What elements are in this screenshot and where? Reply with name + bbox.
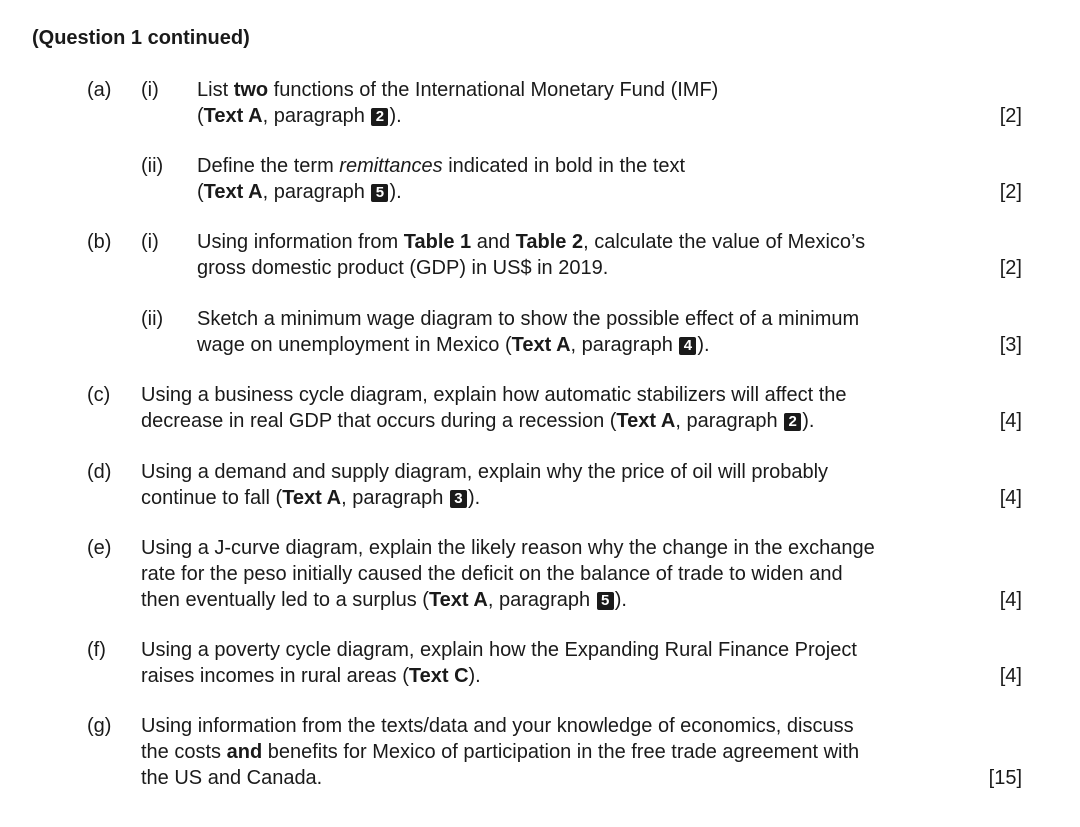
- question-d-text: Using a demand and supply diagram, explain why the price of oil will probably continue to fall (Text A, paragraph 3 ).: [141, 461, 829, 509]
- question-e-text: Using a J-curve diagram, explain the likely reason why the change in the exchange rate for the peso initially caused the deficit on the balance of trade to widen and then eventually led to a surplus (Text A, paragraph 5 ).: [141, 537, 875, 611]
- question-f-label: (f): [87, 639, 106, 661]
- question-e-marks: [4]: [999, 589, 1022, 611]
- question-a-i-number: (i): [141, 79, 159, 101]
- question-b-ii-number: (ii): [141, 308, 164, 330]
- question-g-text: Using information from the texts/data and your knowledge of economics, discuss the costs and benefits for Mexico of participation in the free trade agreement with the US and Canada.: [141, 715, 860, 789]
- paragraph-number-box: 3: [450, 490, 467, 508]
- paragraph-number-box: 4: [679, 337, 696, 355]
- question-b-ii-text: Sketch a minimum wage diagram to show the possible effect of a minimum wage on unemployment in Mexico (Text A, paragraph 4 ).: [197, 308, 860, 356]
- question-f-text: Using a poverty cycle diagram, explain how the Expanding Rural Finance Project raises incomes in rural areas (Text C).: [141, 639, 857, 687]
- paragraph-number-box: 5: [597, 592, 614, 610]
- question-c-marks: [4]: [999, 410, 1022, 432]
- question-d-marks: [4]: [999, 487, 1022, 509]
- question-f-marks: [4]: [999, 665, 1022, 687]
- paragraph-number-box: 2: [784, 413, 801, 431]
- question-e-label: (e): [87, 537, 112, 559]
- question-c-text: Using a business cycle diagram, explain how automatic stabilizers will affect the decrease in real GDP that occurs during a recession (Text A, paragraph 2 ).: [141, 384, 847, 432]
- question-b-i-number: (i): [141, 231, 159, 253]
- question-g-marks: [15]: [988, 767, 1022, 789]
- paragraph-number-box: 5: [371, 184, 388, 202]
- question-a-ii-marks: [2]: [999, 181, 1022, 203]
- question-b-i-marks: [2]: [999, 257, 1022, 279]
- question-a-i-text: List two functions of the International Monetary Fund (IMF) (Text A, paragraph 2 ).: [197, 79, 719, 127]
- page-heading: (Question 1 continued): [32, 27, 250, 49]
- question-b-ii-marks: [3]: [999, 334, 1022, 356]
- question-a-ii-text: Define the term remittances indicated in bold in the text (Text A, paragraph 5 ).: [197, 155, 686, 203]
- question-c-label: (c): [87, 384, 111, 406]
- question-d-label: (d): [87, 461, 112, 483]
- question-b-label: (b): [87, 231, 112, 253]
- question-a-label: (a): [87, 79, 112, 101]
- question-a-ii-number: (ii): [141, 155, 164, 177]
- question-b-i-text: Using information from Table 1 and Table 2, calculate the value of Mexico’s gross domestic product (GDP) in US$ in 2019.: [197, 231, 866, 279]
- question-g-label: (g): [87, 715, 112, 737]
- question-a-i-marks: [2]: [999, 105, 1022, 127]
- paragraph-number-box: 2: [371, 108, 388, 126]
